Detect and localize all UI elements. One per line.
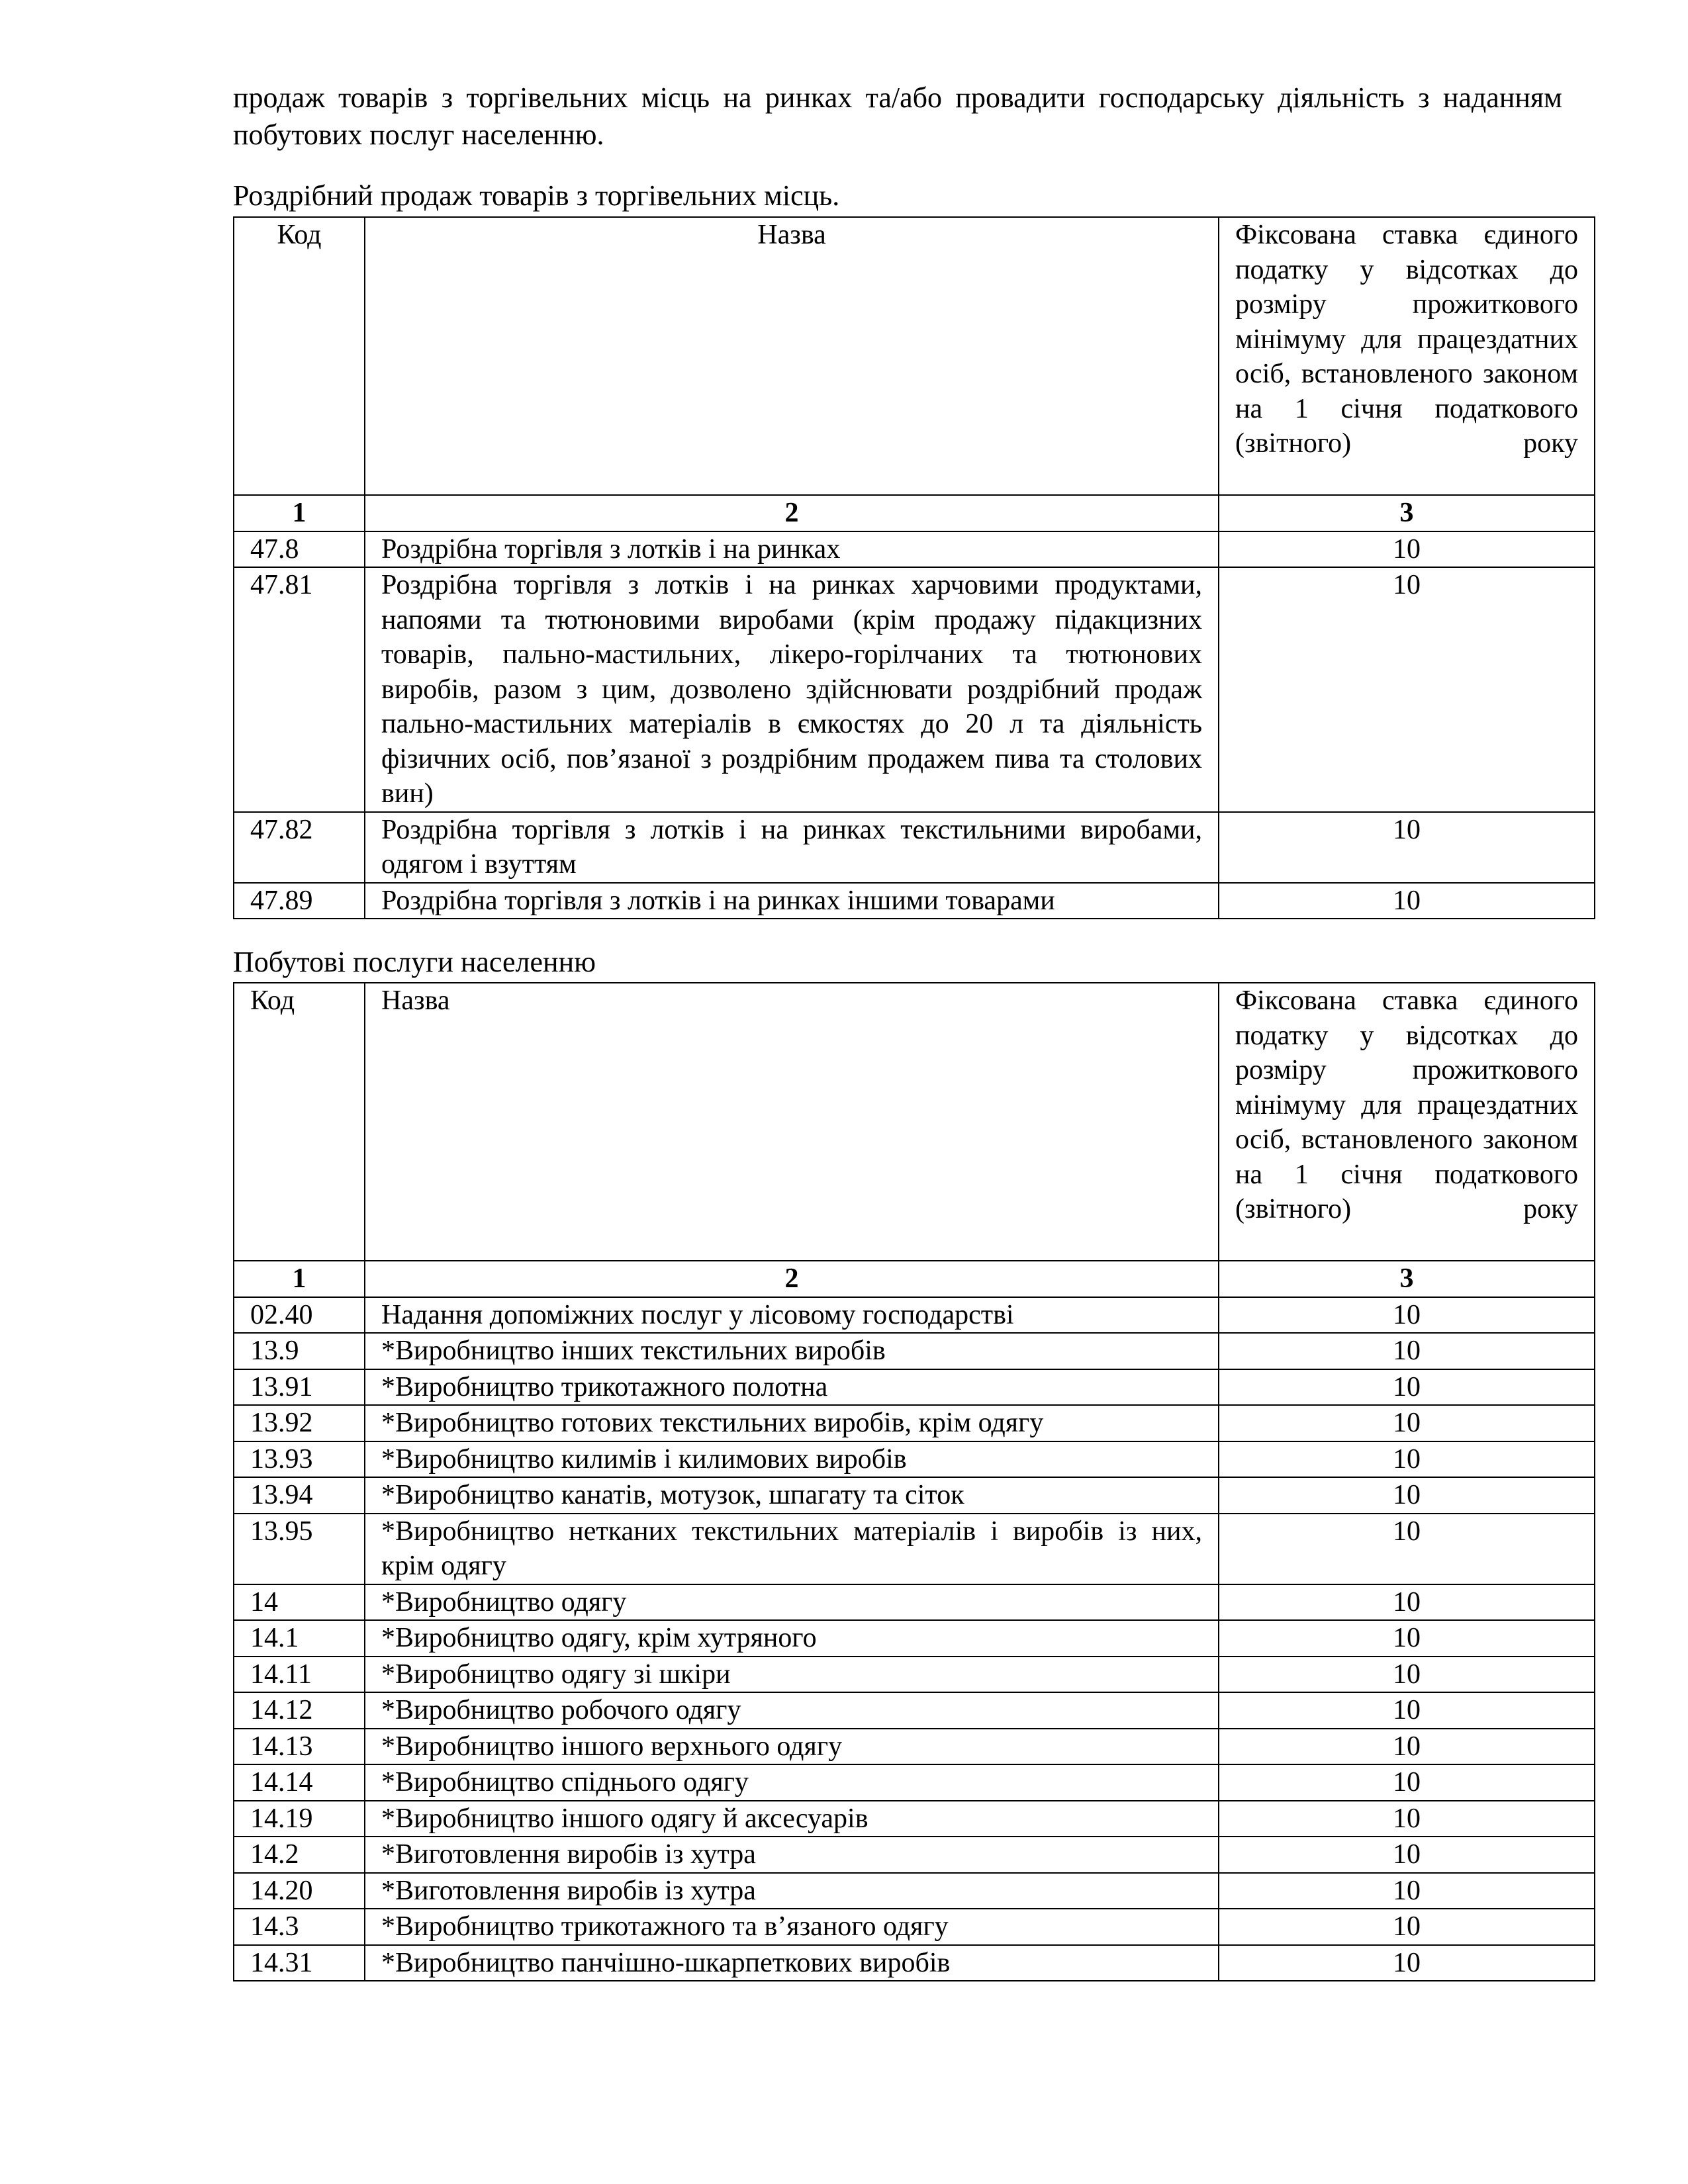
table-row (234, 1657, 1595, 1693)
table-row (234, 1692, 1595, 1729)
row-rate: 10 (1219, 1657, 1595, 1693)
intro-paragraph: продаж товарів з торгівельних місць на ринках та/або провадити господарську діяльність з наданням побутових послуг населенню. (233, 81, 1562, 151)
row-code: 14.14 (234, 1764, 365, 1801)
row-rate: 10 (1219, 1909, 1595, 1945)
row-name: *Виробництво панчішно-шкарпеткових виробів (365, 1945, 1219, 1981)
table-row (234, 1477, 1595, 1514)
row-rate: 10 (1219, 1477, 1595, 1514)
table-row (234, 1297, 1595, 1334)
row-name: *Виготовлення виробів із хутра (365, 1837, 1219, 1873)
row-code: 14.12 (234, 1692, 365, 1729)
retail-number-row (234, 495, 1595, 531)
row-name: Роздрібна торгівля з лотків і на ринках харчовими продуктами, напоями та тютюновими виробами (крім продажу підакцизних товарів, пально-мастильних, лікеро-горілчаних та тютюнових виробів, разом з цим, дозволено здійснювати роздрібний продаж пально-мастильних матеріалів в ємкостях до 20 л та діяльність фізичних осіб, пов’язаної з роздрібним продажем пива та столових вин) (365, 567, 1219, 812)
row-rate: 10 (1219, 1837, 1595, 1873)
row-rate: 10 (1219, 1873, 1595, 1909)
retail-col-number-3: 3 (1219, 495, 1595, 531)
row-rate: 10 (1219, 1514, 1595, 1584)
retail-header-name: Назва (365, 217, 1219, 495)
row-rate: 10 (1219, 1405, 1595, 1441)
table-row (234, 1620, 1595, 1657)
row-code: 13.93 (234, 1441, 365, 1478)
row-code: 14.3 (234, 1909, 365, 1945)
row-code: 14.1 (234, 1620, 365, 1657)
row-rate: 10 (1219, 567, 1595, 812)
table-row (234, 1405, 1595, 1441)
row-name: *Виробництво нетканих текстильних матеріалів і виробів із них, крім одягу (365, 1514, 1219, 1584)
row-name: *Виробництво готових текстильних виробів, крім одягу (365, 1405, 1219, 1441)
table-row (234, 1764, 1595, 1801)
services-header-name: Назва (365, 983, 1219, 1261)
row-rate: 10 (1219, 1333, 1595, 1369)
services-header-code: Код (234, 983, 365, 1261)
row-name: *Виробництво трикотажного та в’язаного одягу (365, 1909, 1219, 1945)
row-name: *Виробництво інших текстильних виробів (365, 1333, 1219, 1369)
row-name: *Виробництво іншого одягу й аксесуарів (365, 1801, 1219, 1837)
table-row (234, 1801, 1595, 1837)
row-rate: 10 (1219, 531, 1595, 568)
retail-col-number-1: 1 (234, 495, 365, 531)
table-row (234, 1729, 1595, 1765)
services-number-row (234, 1261, 1595, 1297)
table-row (234, 1584, 1595, 1621)
retail-table (233, 216, 1595, 919)
row-name: *Виробництво одягу (365, 1584, 1219, 1621)
row-rate: 10 (1219, 883, 1595, 919)
services-col-number-2: 2 (365, 1261, 1219, 1297)
services-table-caption: Побутові послуги населенню (233, 946, 596, 978)
table-row (234, 1945, 1595, 1981)
table-row (234, 1514, 1595, 1584)
retail-header-code: Код (234, 217, 365, 495)
table-row (234, 1369, 1595, 1406)
row-name: Роздрібна торгівля з лотків і на ринках іншими товарами (365, 883, 1219, 919)
table-row (234, 1909, 1595, 1945)
row-name: *Виготовлення виробів із хутра (365, 1873, 1219, 1909)
row-code: 14.11 (234, 1657, 365, 1693)
row-code: 13.92 (234, 1405, 365, 1441)
row-name: *Виробництво трикотажного полотна (365, 1369, 1219, 1406)
row-rate: 10 (1219, 1441, 1595, 1478)
row-name: *Виробництво одягу, крім хутряного (365, 1620, 1219, 1657)
row-name: *Виробництво іншого верхнього одягу (365, 1729, 1219, 1765)
row-name: Роздрібна торгівля з лотків і на ринках (365, 531, 1219, 568)
row-code: 13.9 (234, 1333, 365, 1369)
row-code: 14.20 (234, 1873, 365, 1909)
row-name: Роздрібна торгівля з лотків і на ринках текстильними виробами, одягом і взуттям (365, 812, 1219, 883)
row-name: Надання допоміжних послуг у лісовому господарстві (365, 1297, 1219, 1334)
retail-col-number-2: 2 (365, 495, 1219, 531)
row-rate: 10 (1219, 1801, 1595, 1837)
row-code: 47.82 (234, 812, 365, 883)
row-name: *Виробництво канатів, мотузок, шпагату та сіток (365, 1477, 1219, 1514)
table-row (234, 812, 1595, 883)
row-code: 14.31 (234, 1945, 365, 1981)
row-code: 14 (234, 1584, 365, 1621)
services-header-row (234, 983, 1595, 1261)
row-rate: 10 (1219, 1764, 1595, 1801)
services-col-number-1: 1 (234, 1261, 365, 1297)
table-row (234, 567, 1595, 812)
retail-header-rate: Фіксована ставка єдиного податку у відсотках до розміру прожиткового мінімуму для працездатних осіб, встановленого законом на 1 січня податкового (звітного) року (1219, 217, 1595, 495)
row-rate: 10 (1219, 1369, 1595, 1406)
row-code: 47.89 (234, 883, 365, 919)
services-table (233, 982, 1595, 1981)
row-rate: 10 (1219, 1729, 1595, 1765)
row-rate: 10 (1219, 1945, 1595, 1981)
row-rate: 10 (1219, 1584, 1595, 1621)
retail-header-row (234, 217, 1595, 495)
row-code: 13.91 (234, 1369, 365, 1406)
row-code: 47.8 (234, 531, 365, 568)
row-code: 47.81 (234, 567, 365, 812)
table-row (234, 1837, 1595, 1873)
row-rate: 10 (1219, 1692, 1595, 1729)
table-row (234, 883, 1595, 919)
row-rate: 10 (1219, 812, 1595, 883)
row-name: *Виробництво спіднього одягу (365, 1764, 1219, 1801)
row-name: *Виробництво килимів і килимових виробів (365, 1441, 1219, 1478)
row-code: 14.13 (234, 1729, 365, 1765)
row-code: 14.19 (234, 1801, 365, 1837)
row-code: 13.95 (234, 1514, 365, 1584)
retail-table-caption: Роздрібний продаж товарів з торгівельних місць. (233, 179, 840, 212)
row-code: 13.94 (234, 1477, 365, 1514)
services-col-number-3: 3 (1219, 1261, 1595, 1297)
row-rate: 10 (1219, 1297, 1595, 1334)
row-name: *Виробництво робочого одягу (365, 1692, 1219, 1729)
services-header-rate: Фіксована ставка єдиного податку у відсотках до розміру прожиткового мінімуму для працездатних осіб, встановленого законом на 1 січня податкового (звітного) року (1219, 983, 1595, 1261)
row-code: 02.40 (234, 1297, 365, 1334)
row-name: *Виробництво одягу зі шкіри (365, 1657, 1219, 1693)
table-row (234, 1873, 1595, 1909)
table-row (234, 1441, 1595, 1478)
row-code: 14.2 (234, 1837, 365, 1873)
table-row (234, 531, 1595, 568)
row-rate: 10 (1219, 1620, 1595, 1657)
table-row (234, 1333, 1595, 1369)
